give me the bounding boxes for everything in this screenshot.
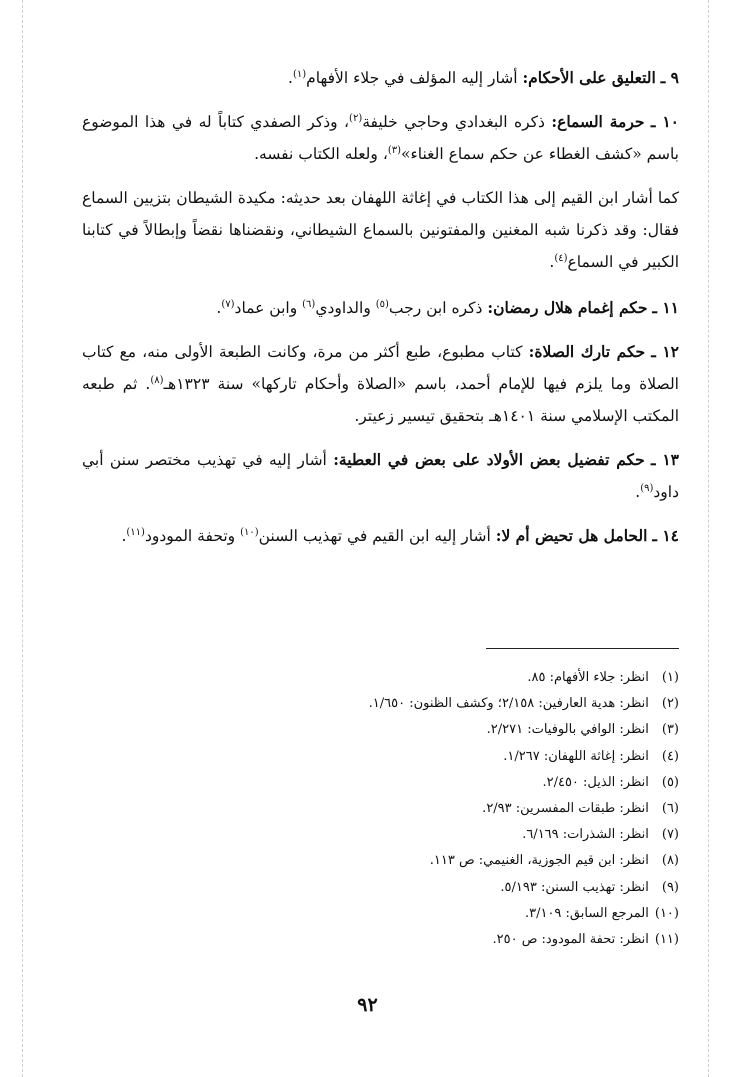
footnote-6: (٦) انظر: طبقات المفسرين: ٢/٩٣.: [482, 801, 679, 817]
paragraph-12: ١٢ ـ حكم تارك الصلاة: كتاب مطبوع، طبع أكثر من مرة، وكانت الطبعة الأولى منه، مع كتاب الصلاة وما يلزم فيها للإمام أحمد، باسم «الصلاة وأحكام تاركها» سنة ١٣٢٣هـ$^{(٨)}$. ثم طبعه المكتب الإسلامي سنة ١٤٠١هـ بتحقيق تيسير زعيتر.: [82, 342, 680, 425]
footnote-10: (١٠) المرجع السابق: ٣/١٠٩.: [524, 905, 679, 921]
paragraph-10-continued: كما أشار ابن القيم إلى هذا الكتاب في إغاثة اللهفان بعد حديثه: مكيدة الشيطان بتزيين السماع فقال: وقد ذكرنا شبه المغنين والمفتونين بالسماع الشيطاني، ونقضناها نقضاً وإبطالاً في كتابنا الكبير في السماع$^{(٤)}$.: [82, 189, 679, 271]
paragraph-14: ١٤ ـ الحامل هل تحيض أم لا: أشار إليه ابن القيم في تهذيب السنن$^{(١٠)}$ وتحفة المودود$^{(١١)}$.: [121, 526, 679, 545]
paragraph-13: ١٣ ـ حكم تفضيل بعض الأولاد على بعض في العطية: أشار إليه في تهذيب مختصر سنن أبي داود$^{(٩)}$.: [82, 450, 679, 501]
footnote-11: (١١) انظر: تحفة المودود: ص ٢٥٠.: [492, 932, 679, 948]
paragraph-10: ١٠ ـ حرمة السماع: ذكره البغدادي وحاجي خليفة$^{(٢)}$، وذكر الصفدي كتاباً له في هذا الموضوع باسم «كشف الغطاء عن حكم سماع الغناء»$^{(٣)}$، ولعله الكتاب نفسه.: [82, 112, 680, 163]
footnote-3: (٣) انظر: الوافي بالوفيات: ٢/٢٧١.: [486, 722, 679, 738]
footnote-8: (٨) انظر: ابن قيم الجوزية، الغنيمي: ص ١١٣.: [429, 853, 679, 869]
paragraph-11: ١١ ـ حكم إغمام هلال رمضان: ذكره ابن رجب$^{(٥)}$ والداودي$^{(٦)}$ وابن عماد$^{(٧)}$.: [216, 298, 679, 317]
footnote-4: (٤) انظر: إغاثة اللهفان: ١/٢٦٧.: [503, 748, 679, 764]
footnote-2: (٢) انظر: هدية العارفين: ٢/١٥٨؛ وكشف الظنون: ١/٦٥٠.: [368, 696, 679, 712]
footnote-separator: [486, 648, 679, 649]
footnotes: [119, 665, 679, 953]
footnote-5: (٥) انظر: الذيل: ٢/٤٥٠.: [542, 774, 679, 790]
main-text: [82, 62, 679, 564]
left-page-edge: [22, 0, 23, 1077]
page-number: ٩٢: [357, 994, 378, 1016]
footnote-1: (١) انظر: جلاء الأفهام: ٨٥.: [527, 670, 679, 685]
footnote-7: (٧) انظر: الشذرات: ٦/١٦٩.: [522, 827, 679, 843]
footnote-9: (٩) انظر: تهذيب السنن: ٥/١٩٣.: [500, 879, 679, 895]
right-page-edge: [708, 0, 709, 1077]
paragraph-9: ٩ ـ التعليق على الأحكام: أشار إليه المؤلف في جلاء الأفهام$^{(١)}$.: [288, 68, 679, 87]
